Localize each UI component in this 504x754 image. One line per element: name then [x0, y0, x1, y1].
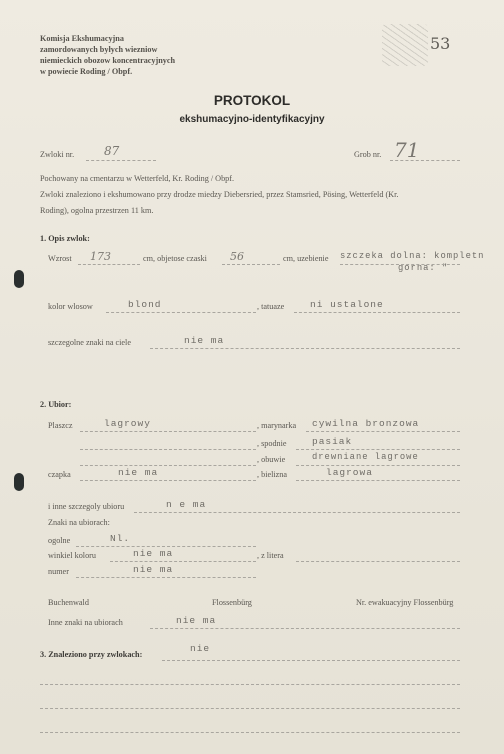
camp-buchenwald: Buchenwald: [48, 598, 89, 607]
tatuaze-value: ni ustalone: [310, 299, 384, 310]
obuwie-label: , obuwie: [257, 455, 286, 464]
tatuaze-label: , tatuaze: [257, 302, 285, 311]
litera-label: , z litera: [257, 551, 284, 560]
znaki-value: nie ma: [184, 335, 225, 346]
org-line: niemieckich obozow koncentracyjnych: [40, 56, 176, 65]
winkiel-value: nie ma: [133, 548, 174, 559]
czapka-value: nie ma: [118, 467, 159, 478]
numer-label: numer: [48, 567, 69, 576]
wzrost-value: 173: [90, 250, 111, 263]
org-line: w powiecie Roding / Obpf.: [40, 67, 133, 76]
intro-line: Zwloki znaleziono i ekshumowano przy drodze miedzy Diebersried, przez Stamsried, Pösing, Wetterfeld (Kr.: [40, 190, 399, 199]
faint-stamp-mark: [382, 24, 428, 66]
spodnie-value: pasiak: [312, 436, 353, 447]
section3-heading: 3. Znaleziono przy zwlokach:: [40, 650, 143, 659]
kolor-value: blond: [128, 299, 162, 310]
zwloki-label: Zwloki nr.: [40, 150, 75, 159]
bielizna-label: , bielizna: [257, 470, 288, 479]
znaki-label: szczegolne znaki na ciele: [48, 338, 131, 347]
punch-hole: [14, 473, 24, 491]
commission-name: [40, 33, 175, 77]
zwloki-number: 87: [104, 144, 120, 158]
uzebienie-line2: gorna: ": [398, 263, 449, 273]
section2-heading: 2. Ubior:: [40, 400, 72, 409]
czaszka-value: 56: [230, 250, 244, 263]
section3-value: nie: [190, 643, 211, 654]
spodnie-label: , spodnie: [257, 439, 287, 448]
winkiel-label: winkiel koloru: [48, 551, 96, 560]
grob-label: Grob nr.: [354, 150, 382, 159]
bielizna-value: lagrowa: [326, 467, 373, 478]
document-title: PROTOKOL: [213, 93, 291, 108]
intro-line: Pochowany na cmentarzu w Wetterfeld, Kr. Roding / Obpf.: [40, 174, 235, 183]
czaszka-unit: cm, uzebienie: [283, 254, 329, 263]
uzebienie-line1: szczeka dolna: kompletn: [340, 251, 485, 261]
inne-value: n e ma: [166, 499, 207, 510]
plaszcz-label: Plaszcz: [48, 421, 73, 430]
wzrost-label: Wzrost: [48, 254, 72, 263]
org-line: zamordowanych byłych wiezniow: [40, 45, 158, 54]
znaki-ubior-label: Znaki na ubiorach:: [48, 518, 110, 527]
punch-hole: [14, 270, 24, 288]
czapka-label: czapka: [48, 470, 71, 479]
evacuation-number-label: Nr. ewakuacyjny Flossenbürg: [356, 598, 454, 607]
wzrost-unit: cm, objetose czaski: [143, 254, 207, 263]
inne-znaki-label: Inne znaki na ubiorach: [48, 618, 123, 627]
kolor-label: kolor wlosow: [48, 302, 93, 311]
plaszcz-value: lagrowy: [104, 418, 151, 429]
page-number: 53: [430, 34, 451, 53]
section1-heading: 1. Opis zwlok:: [40, 234, 90, 243]
ogolne-label: ogolne: [48, 536, 71, 545]
obuwie-value: drewniane lagrowe: [312, 452, 419, 462]
org-line: Komisja Ekshumacyjna: [40, 34, 124, 43]
numer-value: nie ma: [133, 564, 174, 575]
intro-line: Roding), ogolna przestrzen 11 km.: [40, 206, 154, 215]
marynarka-label: , marynarka: [257, 421, 297, 430]
ogolne-value: Nl.: [110, 533, 131, 544]
burial-description: [40, 171, 398, 219]
document-subtitle: ekshumacyjno-identyfikacyjny: [179, 114, 325, 125]
inne-label: i inne szczegoly ubioru: [48, 502, 125, 511]
inne-znaki-value: nie ma: [176, 615, 217, 626]
camp-flossenburg: Flossenbürg: [212, 598, 252, 607]
marynarka-value: cywilna bronzowa: [312, 418, 420, 429]
grob-number: 71: [394, 138, 420, 162]
